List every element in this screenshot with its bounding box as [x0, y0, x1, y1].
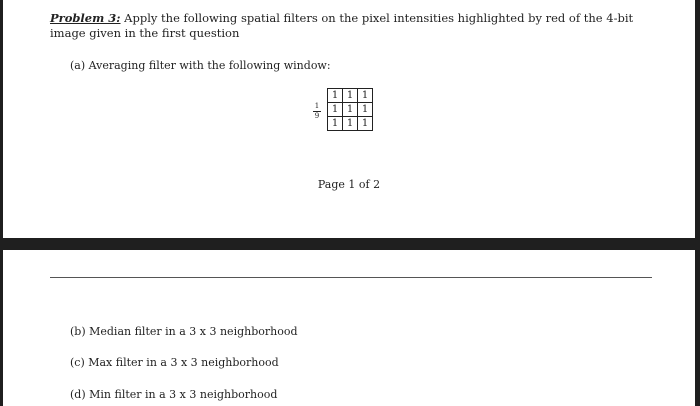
kernel-cell: 1	[343, 117, 358, 131]
problem-text: Apply the following spatial filters on the pixel intensities highlighted by red of the 4-bit image given in the first question	[50, 11, 634, 40]
fraction-denominator: 9	[314, 112, 320, 120]
horizontal-rule	[50, 277, 652, 278]
part-c-label: (c) Max filter in a 3 x 3 neighborhood	[70, 356, 279, 369]
kernel-cell: 1	[358, 89, 373, 103]
kernel-row	[328, 89, 373, 103]
problem-statement	[50, 11, 670, 41]
problem-title: Problem 3:	[50, 11, 121, 25]
kernel-cell: 1	[358, 117, 373, 131]
part-a-label: (a) Averaging filter with the following window:	[70, 59, 331, 72]
part-b-label: (b) Median filter in a 3 x 3 neighborhood	[70, 325, 298, 338]
kernel-cell: 1	[343, 103, 358, 117]
document-page-1	[3, 0, 695, 238]
kernel-cell: 1	[328, 103, 343, 117]
kernel-cell: 1	[328, 117, 343, 131]
kernel-row	[328, 103, 373, 117]
kernel-cell: 1	[343, 89, 358, 103]
document-page-2	[3, 250, 695, 406]
fraction-numerator: 1	[314, 102, 320, 110]
part-d-label: (d) Min filter in a 3 x 3 neighborhood	[70, 388, 278, 401]
kernel-row	[328, 117, 373, 131]
averaging-kernel-table	[327, 88, 373, 131]
kernel-cell: 1	[358, 103, 373, 117]
page-number: Page 1 of 2	[317, 178, 381, 191]
fraction-one-ninth	[313, 103, 321, 120]
kernel-cell: 1	[328, 89, 343, 103]
